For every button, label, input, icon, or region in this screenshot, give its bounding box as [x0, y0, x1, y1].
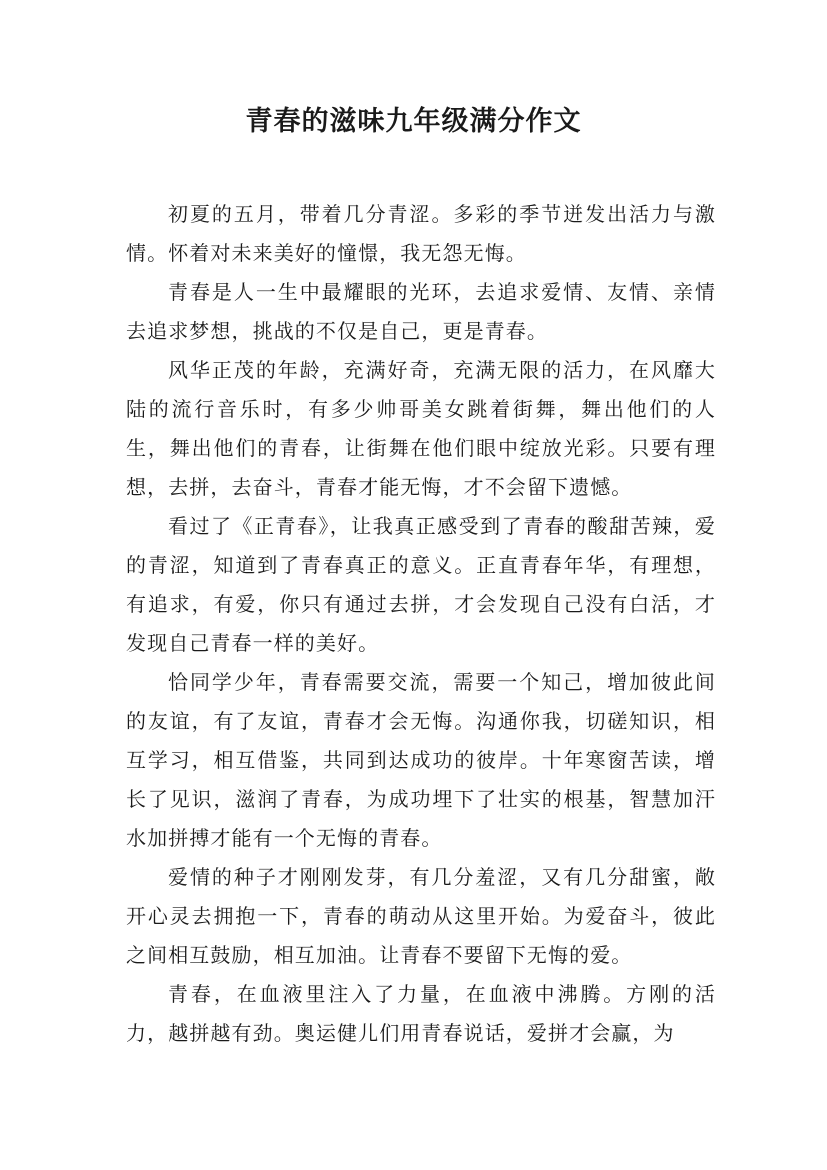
paragraph-6: 爱情的种子才刚刚发芽，有几分羞涩，又有几分甜蜜，敞开心灵去拥抱一下，青春的萌动从这里开始。为爱奋斗，彼此之间相互鼓励，相互加油。让青春不要留下无悔的爱。	[126, 865, 716, 967]
paragraph-1: 初夏的五月，带着几分青涩。多彩的季节迸发出活力与激情。怀着对未来美好的憧憬，我无怨无悔。	[126, 202, 716, 265]
paragraph-2: 青春是人一生中最耀眼的光环，去追求爱情、友情、亲情去追求梦想，挑战的不仅是自己，更是青春。	[126, 280, 716, 343]
paragraph-4: 看过了《正青春》，让我真正感受到了青春的酸甜苦辣，爱的青涩，知道到了青春真正的意义。正直青春年华，有理想，有追求，有爱，你只有通过去拼，才会发现自己没有白活，才发现自己青春一样的美好。	[126, 514, 716, 655]
document-title: 青春的滋味九年级满分作文	[245, 106, 582, 137]
paragraph-5: 恰同学少年，青春需要交流，需要一个知己，增加彼此间的友谊，有了友谊，青春才会无悔。沟通你我，切磋知识，相互学习，相互借鉴，共同到达成功的彼岸。十年寒窗苦读，增长了见识，滋润了青春，为成功埋下了壮实的根基，智慧加汗水加拼搏才能有一个无悔的青春。	[126, 670, 716, 850]
paragraph-7: 青春，在血液里注入了力量，在血液中沸腾。方刚的活力，越拼越有劲。奥运健儿们用青春说话，爱拼才会赢，为	[126, 982, 716, 1045]
document-body	[126, 195, 716, 1053]
paragraph-3: 风华正茂的年龄，充满好奇，充满无限的活力，在风靡大陆的流行音乐时，有多少帅哥美女跳着街舞，舞出他们的人生，舞出他们的青春，让街舞在他们眼中绽放光彩。只要有理想，去拼，去奋斗，青春才能无悔，才不会留下遗憾。	[126, 358, 716, 499]
